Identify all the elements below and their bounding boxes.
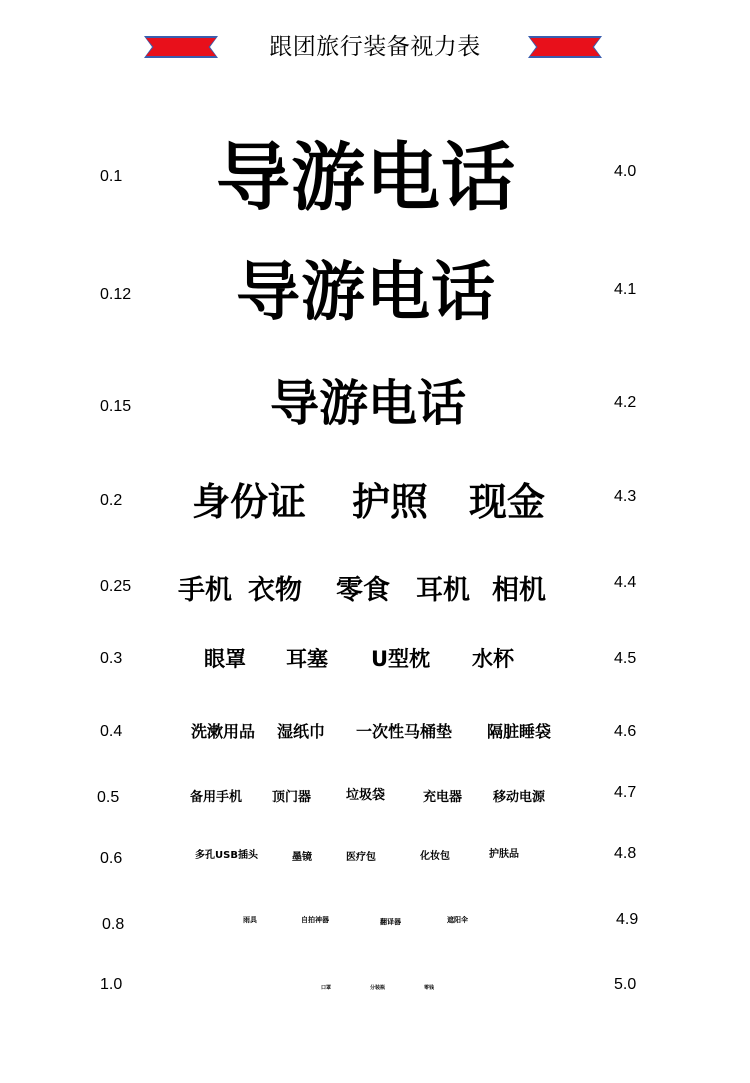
row-item: 导游电话 — [236, 256, 496, 330]
logmar-acuity-label: 4.9 — [616, 911, 639, 928]
row-item: 耳塞 — [286, 647, 328, 671]
row-item: 隔脏睡袋 — [487, 722, 552, 741]
decimal-acuity-label: 0.2 — [100, 492, 123, 509]
row-item: 眼罩 — [204, 647, 246, 671]
row-item: 雨具 — [243, 916, 257, 924]
row-item: 耳机 — [416, 575, 470, 606]
row-item: 零食 — [336, 575, 390, 606]
decimal-acuity-label: 0.6 — [100, 850, 123, 867]
row-item: 洗漱用品 — [191, 722, 256, 741]
row-item: 相机 — [492, 575, 546, 606]
logmar-acuity-label: 4.8 — [614, 845, 637, 862]
decimal-acuity-label: 0.25 — [100, 578, 132, 595]
row-item: 医疗包 — [346, 852, 376, 863]
logmar-acuity-label: 4.1 — [614, 281, 637, 298]
row-item: 自拍神器 — [301, 916, 329, 924]
row-item: 一次性马桶垫 — [356, 722, 453, 741]
logmar-acuity-label: 4.4 — [614, 574, 637, 591]
page-title: 跟团旅行装备视力表 — [269, 34, 481, 60]
row-item: 分装瓶 — [370, 985, 386, 991]
right-ribbon-icon — [528, 36, 602, 58]
row-item: 垃圾袋 — [346, 788, 386, 803]
logmar-acuity-label: 4.6 — [614, 723, 637, 740]
logmar-acuity-label: 4.5 — [614, 650, 637, 667]
decimal-acuity-label: 0.1 — [100, 168, 123, 185]
row-item: 身份证 — [192, 480, 307, 524]
row-item: 导游电话 — [270, 375, 467, 432]
decimal-acuity-label: 0.4 — [100, 723, 123, 740]
row-item: 备用手机 — [190, 790, 243, 805]
row-item: 零钱 — [424, 985, 435, 991]
logmar-acuity-label: 4.7 — [614, 784, 637, 801]
decimal-acuity-label: 0.3 — [100, 650, 123, 667]
row-item: 墨镜 — [292, 852, 312, 863]
row-item: 口罩 — [321, 985, 332, 991]
row-item: 水杯 — [472, 647, 514, 671]
row-item: 护照 — [352, 480, 429, 524]
row-item: 充电器 — [423, 790, 463, 805]
row-item: 手机 — [178, 575, 232, 606]
row-item: 现金 — [469, 480, 546, 524]
chart-header — [0, 0, 750, 90]
logmar-acuity-label: 4.0 — [614, 163, 637, 180]
row-item: 护肤品 — [489, 849, 519, 860]
row-item: 顶门器 — [272, 790, 312, 805]
logmar-acuity-label: 5.0 — [614, 976, 637, 993]
row-item: 湿纸巾 — [277, 722, 326, 741]
decimal-acuity-label: 0.12 — [100, 286, 132, 303]
decimal-acuity-label: 0.5 — [97, 789, 120, 806]
decimal-acuity-label: 0.15 — [100, 398, 132, 415]
row-item: 多孔USB插头 — [195, 850, 258, 861]
logmar-acuity-label: 4.2 — [614, 394, 637, 411]
row-item: 翻译器 — [380, 918, 401, 926]
row-item: 化妆包 — [420, 851, 450, 862]
decimal-acuity-label: 1.0 — [100, 976, 123, 993]
decimal-acuity-label: 0.8 — [102, 916, 125, 933]
logmar-acuity-label: 4.3 — [614, 488, 637, 505]
row-item: 遮阳伞 — [447, 916, 468, 924]
row-item: 移动电源 — [493, 790, 546, 805]
row-item: 导游电话 — [216, 135, 516, 221]
row-item: 衣物 — [248, 575, 302, 606]
row-item: U型枕 — [371, 647, 431, 671]
